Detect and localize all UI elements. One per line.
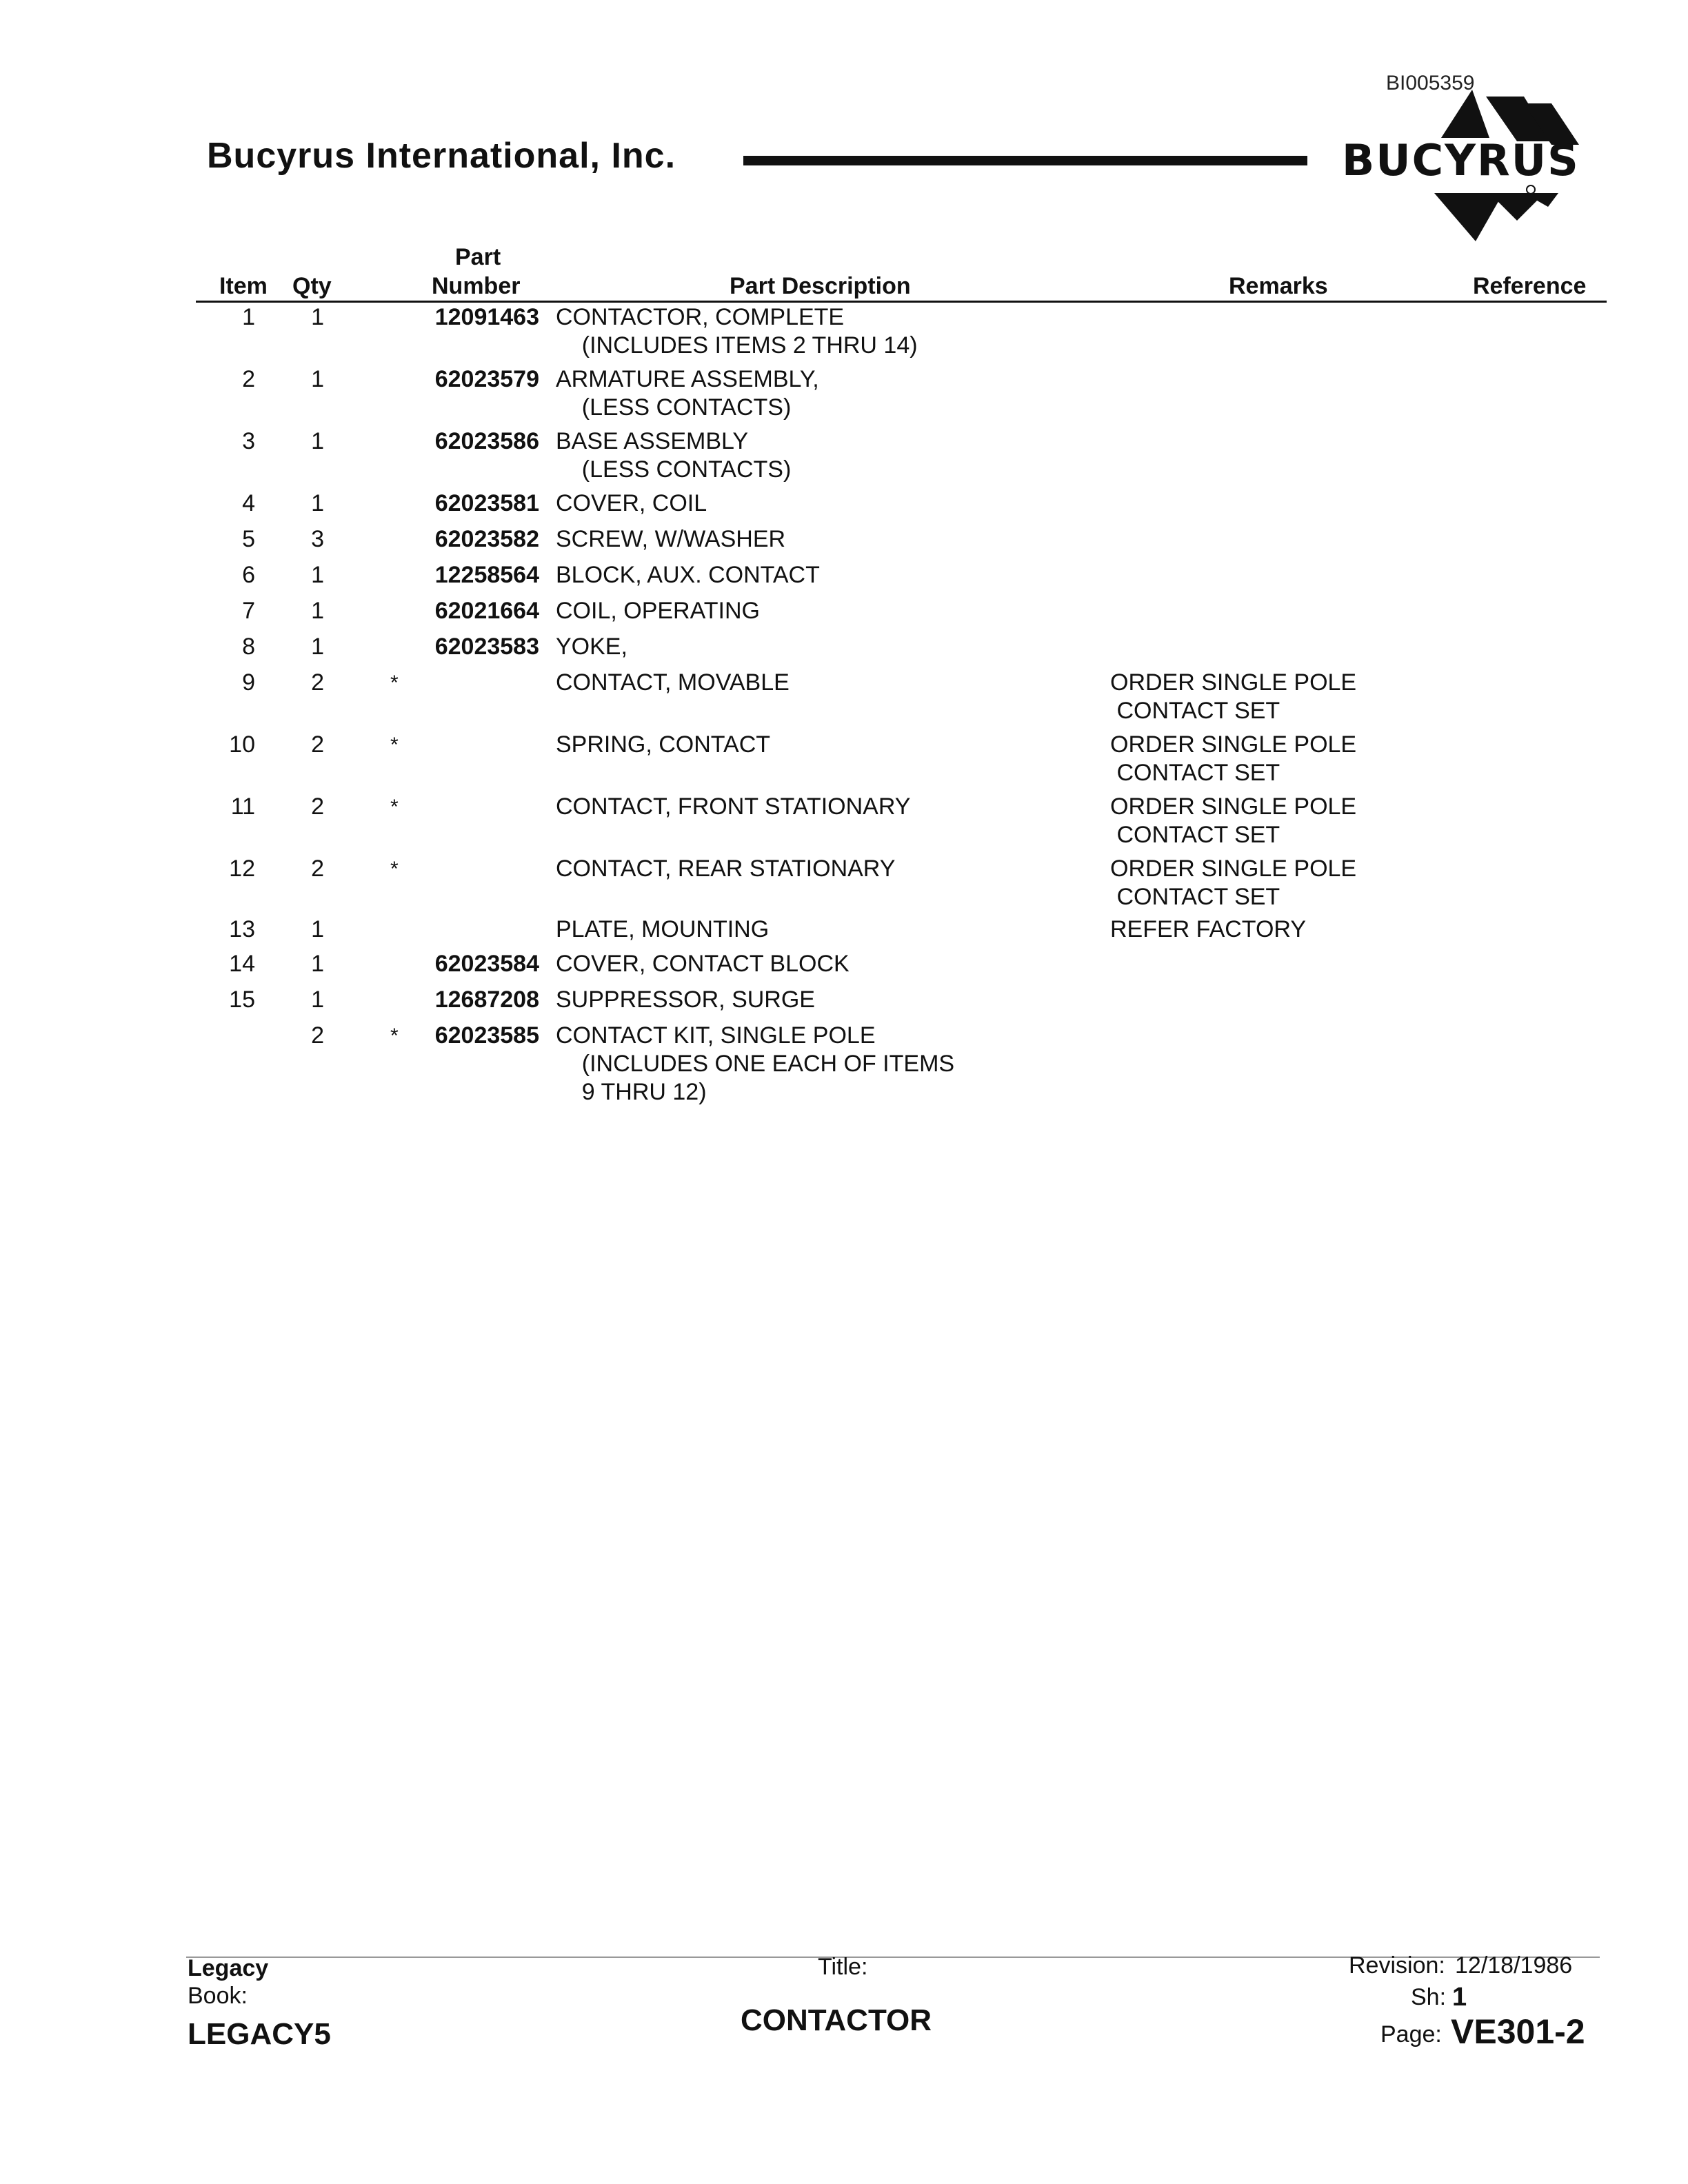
quantity: 2 (311, 731, 324, 758)
quantity: 1 (311, 634, 324, 660)
item-number: 3 (242, 428, 255, 454)
kit-marker: * (390, 796, 399, 818)
col-remarks-header: Remarks (1229, 273, 1328, 299)
remarks: ORDER SINGLE POLE CONTACT SET (1110, 856, 1357, 910)
item-number: 10 (229, 731, 255, 758)
part-number: 12091463 (434, 304, 539, 330)
part-description: COIL, OPERATING (556, 598, 760, 624)
page-label: Page: (1380, 2021, 1442, 2048)
col-reference-header: Reference (1473, 273, 1587, 299)
item-number: 7 (242, 598, 255, 624)
quantity: 2 (311, 793, 324, 820)
part-description: YOKE, (556, 634, 627, 660)
part-number: 62023582 (434, 526, 539, 552)
quantity: 2 (311, 1022, 324, 1049)
book-label: Book: (188, 1983, 248, 2009)
part-description: CONTACT, REAR STATIONARY (556, 856, 896, 882)
col-qty-header: Qty (292, 273, 332, 299)
part-number: 62023583 (434, 634, 539, 660)
col-item-header: Item (219, 273, 268, 299)
item-number: 15 (229, 987, 255, 1013)
quantity: 1 (311, 490, 324, 516)
kit-marker: * (390, 858, 399, 880)
brand-wordmark: BUCYRUS (1342, 135, 1580, 185)
part-description: BLOCK, AUX. CONTACT (556, 562, 820, 588)
part-description: CONTACT, MOVABLE (556, 669, 790, 696)
part-description: CONTACT KIT, SINGLE POLE (INCLUDES ONE EACH OF ITEMS 9 THRU 12) (556, 1022, 955, 1105)
quantity: 3 (311, 526, 324, 552)
remarks: ORDER SINGLE POLE CONTACT SET (1110, 669, 1357, 724)
part-number: 62023581 (434, 490, 539, 516)
part-number: 62023579 (434, 366, 539, 392)
kit-marker: * (390, 1024, 399, 1047)
quantity: 1 (311, 366, 324, 392)
title-value: CONTACTOR (741, 2003, 932, 2037)
part-number: 62021664 (434, 598, 539, 624)
quantity: 1 (311, 951, 324, 977)
title-label: Title: (818, 1954, 868, 1980)
quantity: 1 (311, 428, 324, 454)
part-description: SUPPRESSOR, SURGE (556, 987, 815, 1013)
company-name: Bucyrus International, Inc. (207, 136, 676, 176)
col-part-header-line2: Number (432, 273, 521, 299)
part-description: SCREW, W/WASHER (556, 526, 786, 552)
remarks: ORDER SINGLE POLE CONTACT SET (1110, 731, 1357, 786)
part-description: COVER, COIL (556, 490, 707, 516)
part-number: 62023586 (434, 428, 539, 454)
kit-marker: * (390, 671, 399, 694)
part-number: 12687208 (434, 987, 539, 1013)
quantity: 1 (311, 562, 324, 588)
book-value: LEGACY5 (188, 2017, 331, 2051)
table-header-rule (196, 301, 1607, 303)
quantity: 1 (311, 916, 324, 942)
kit-marker: * (390, 734, 399, 756)
item-number: 8 (242, 634, 255, 660)
quantity: 2 (311, 856, 324, 882)
item-number: 12 (229, 856, 255, 882)
quantity: 1 (311, 987, 324, 1013)
col-part-header-line1: Part (455, 244, 501, 270)
item-number: 9 (242, 669, 255, 696)
item-number: 13 (229, 916, 255, 942)
part-description: CONTACTOR, COMPLETE (INCLUDES ITEMS 2 THRU 14) (556, 304, 918, 358)
header-rule (743, 156, 1307, 165)
part-description: ARMATURE ASSEMBLY, (LESS CONTACTS) (556, 366, 819, 421)
quantity: 1 (311, 304, 324, 330)
remarks: REFER FACTORY (1110, 916, 1307, 942)
legacy-label: Legacy (188, 1955, 269, 1981)
part-description: PLATE, MOUNTING (556, 916, 770, 942)
item-number: 5 (242, 526, 255, 552)
part-number: 62023585 (434, 1022, 539, 1049)
quantity: 2 (311, 669, 324, 696)
item-number: 4 (242, 490, 255, 516)
sheet-label: Sh: (1411, 1984, 1447, 2010)
item-number: 14 (229, 951, 255, 977)
part-description: COVER, CONTACT BLOCK (556, 951, 850, 977)
part-number: 12258564 (434, 562, 539, 588)
col-description-header: Part Description (730, 273, 911, 299)
item-number: 1 (242, 304, 255, 330)
page-value: VE301-2 (1451, 2012, 1585, 2051)
part-description: SPRING, CONTACT (556, 731, 771, 758)
part-description: CONTACT, FRONT STATIONARY (556, 793, 911, 820)
part-description: BASE ASSEMBLY (LESS CONTACTS) (556, 428, 792, 483)
part-number: 62023584 (434, 951, 539, 977)
item-number: 6 (242, 562, 255, 588)
revision-value: 12/18/1986 (1455, 1952, 1573, 1979)
sheet-value: 1 (1452, 1983, 1467, 2012)
item-number: 11 (230, 793, 255, 820)
remarks: ORDER SINGLE POLE CONTACT SET (1110, 793, 1357, 848)
document-id: BI005359 (1386, 72, 1475, 94)
revision-label: Revision: (1349, 1952, 1445, 1979)
item-number: 2 (242, 366, 255, 392)
quantity: 1 (311, 598, 324, 624)
